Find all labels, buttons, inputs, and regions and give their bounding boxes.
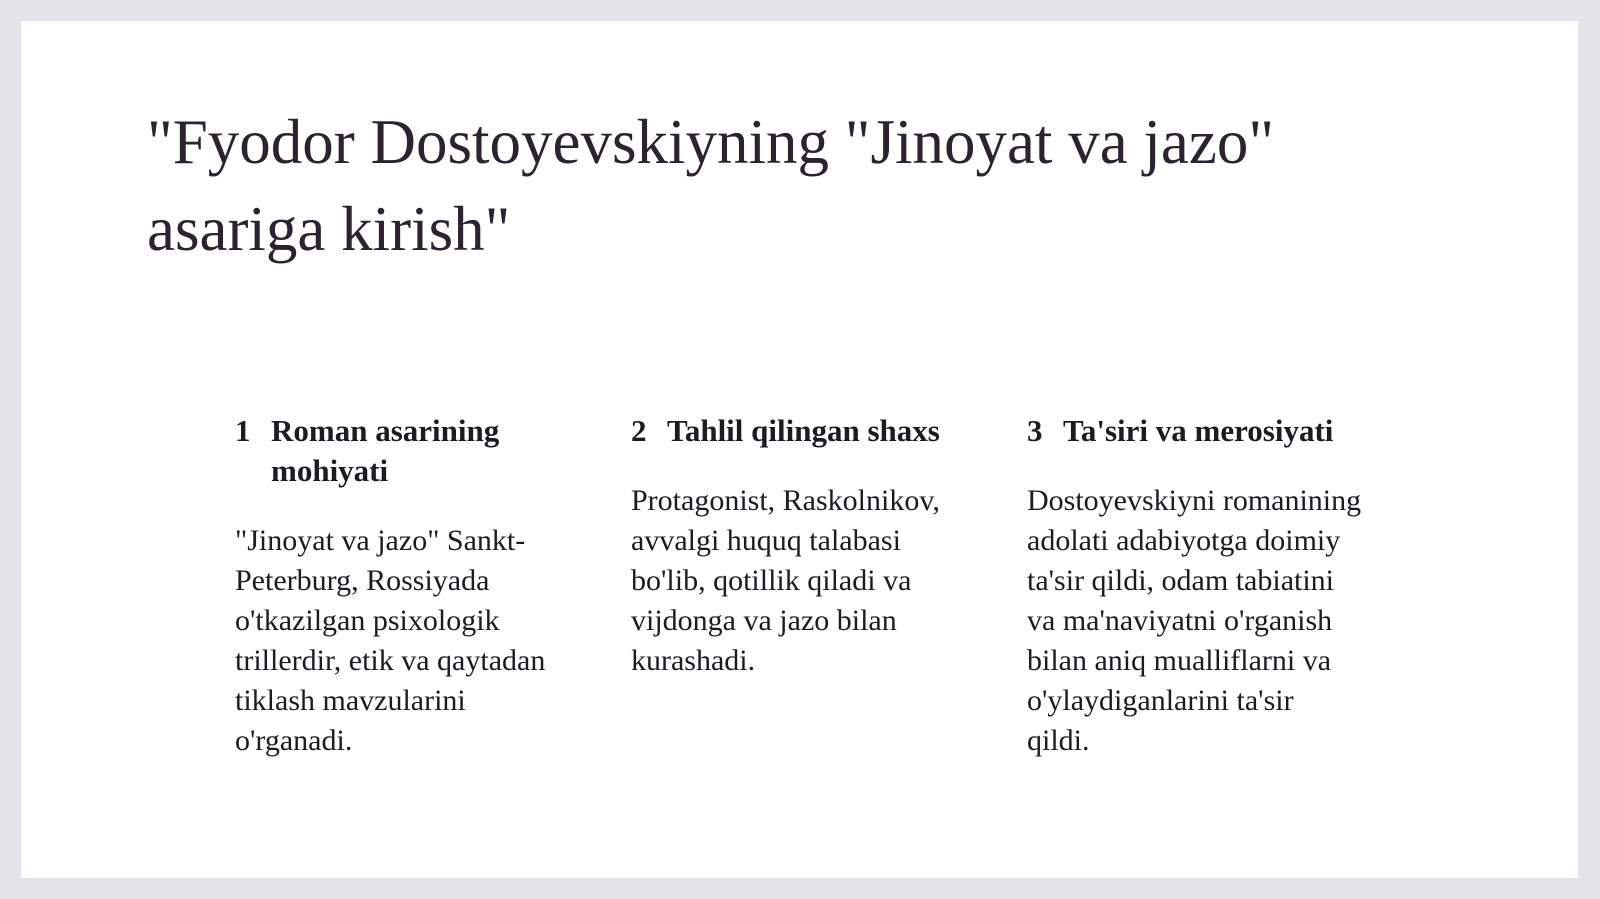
- columns-container: [235, 411, 1415, 851]
- column-3-heading: Ta'siri va merosiyati: [1063, 413, 1334, 448]
- column-2-body: Protagonist, Raskolnikov, avvalgi huquq talabasi bo'lib, qotillik qiladi va vijdonga va jazo bilan kurashadi.: [631, 484, 940, 677]
- column-3-number: 3: [1027, 413, 1043, 448]
- column-2-number: 2: [631, 413, 647, 448]
- column-1-number: 1: [235, 413, 251, 448]
- column-3-body: Dostoyevskiyni romanining adolati adabiyotga doimiy ta'sir qildi, odam tabiatini va ma'naviyatni o'rganish bilan aniq mualliflarni va o'ylaydiganlarini ta'sir qildi.: [1027, 484, 1362, 757]
- column-1-body: "Jinoyat va jazo" Sankt-Peterburg, Rossiyada o'tkazilgan psixologik trillerdir, etik va qaytadan tiklash mavzularini o'rganadi.: [235, 524, 546, 757]
- slide-title: "Fyodor Dostoyevskiyning "Jinoyat va jazo" asariga kirish": [147, 107, 1275, 264]
- column-3-header: [1027, 411, 1377, 451]
- column-2-header: [631, 411, 981, 451]
- column-2: [631, 411, 981, 681]
- column-1: [235, 411, 585, 761]
- column-1-header: [235, 411, 585, 491]
- slide: [21, 21, 1578, 878]
- column-1-heading: Roman asarining mohiyati: [271, 413, 500, 488]
- column-2-heading: Tahlil qilingan shaxs: [667, 413, 940, 448]
- column-3: [1027, 411, 1377, 761]
